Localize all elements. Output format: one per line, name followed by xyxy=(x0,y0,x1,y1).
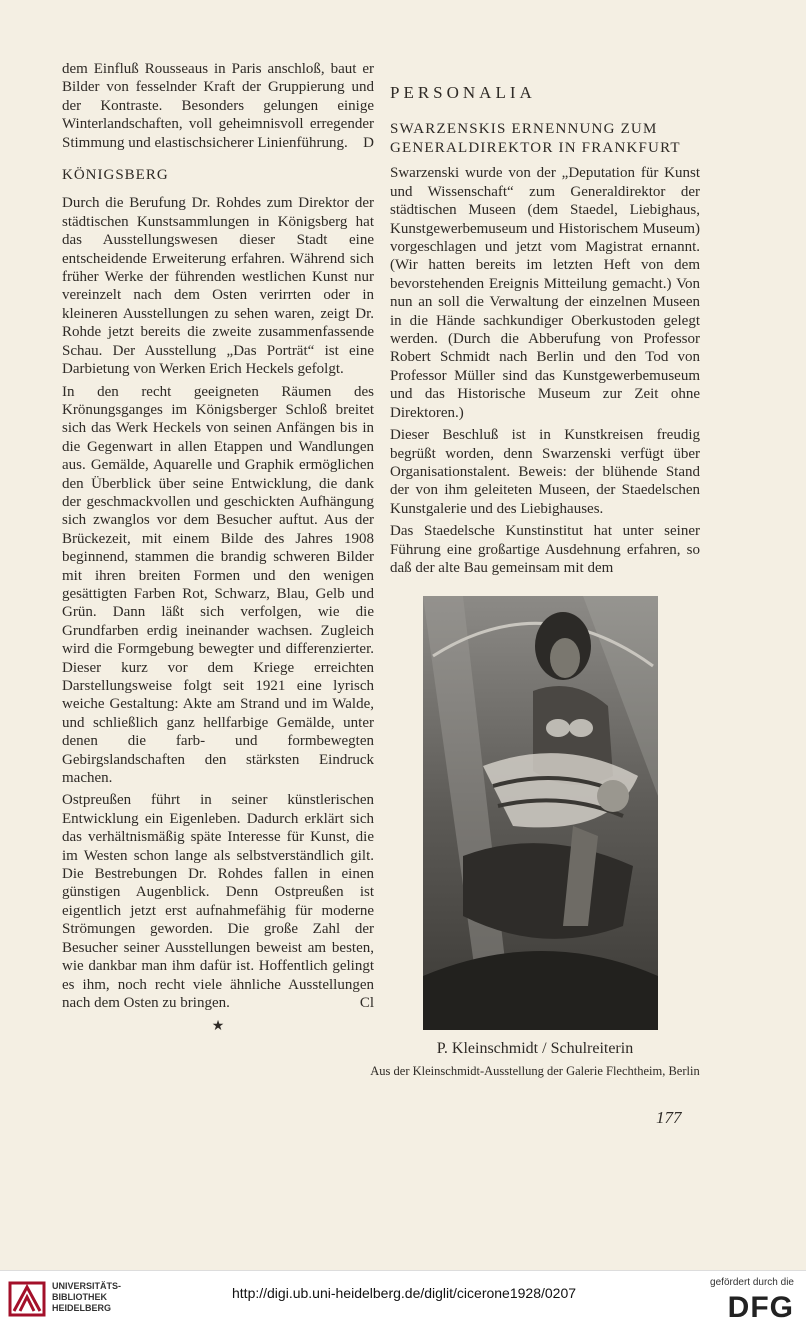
permalink-url[interactable]: http://digi.ub.uni-heidelberg.de/diglit/cicerone1928/0207 xyxy=(232,1285,577,1301)
paragraph: Swarzenski wurde von der „Deputation für Kunst und Wissenschaft“ zum Generaldirektor der städtischen Museen (dem Staedel, Liebighaus, Kunstgewerbemuseum und Historischem Museum) vorgeschlagen und jetzt vom Magistrat ernannt. (Wir hatten bereits im letzten Heft von dem bevorstehenden Ereignis Mitteilung gemacht.) Von nun an soll die Verwaltung der einzelnen Museen in die Hände sachkundiger Oberkustoden gelegt werden. (Durch die Abberufung von Professor Robert Schmidt nach Berlin und den Tod von Professor Müller sind das Kunstgewerbemuseum und das Historische Museum zur Zeit ohne Direktoren.) xyxy=(390,165,700,421)
library-name: UNIVERSITÄTS- BIBLIOTHEK HEIDELBERG xyxy=(52,1281,122,1313)
paragraph: Das Staedelsche Kunstinstitut hat unter seiner Führung eine großartige Ausdehnung erfahren, so daß der alte Bau gemeinsam mit dem xyxy=(390,523,700,576)
painting-image xyxy=(423,596,658,1030)
section-end-mark: ★ xyxy=(211,1019,225,1035)
figure-caption xyxy=(370,1040,700,1079)
author-initial: Cl xyxy=(359,994,374,1011)
paragraph: Durch die Berufung Dr. Rohdes zum Direktor der städtischen Kunstsammlungen in Königsberg hat das Ausstellungswesen dieser Stadt eine entscheidende Erweiterung erfahren. Während sich früher Werke der führenden westlichen Kunst nur vereinzelt nach dem Osten verirrten oder in kleineren Ausstellungen zu sehen waren, zeigt Dr. Rohde jetzt bereits die zweite zusammenfassende Schau. Der Ausstellung „Das Porträt“ ist eine Darbietung von Werken Erich Heckels gefolgt. xyxy=(62,195,374,378)
caption-source: Aus der Kleinschmidt-Ausstellung der Galerie Flechtheim, Berlin xyxy=(370,1064,700,1078)
digitization-footer xyxy=(0,1270,806,1327)
intro-paragraph: dem Einfluß Rousseaus in Paris anschloß, baut er Bilder von fesselnder Kraft der Gruppierung und der Kontraste. Besonders gelungen einige Winterlandschaften, voll geheimnisvoll erregender Stimmung und elastischsicherer Linienführung. D xyxy=(62,61,374,151)
library-logo-icon xyxy=(8,1281,46,1321)
painting-illustration xyxy=(423,596,658,1030)
paragraph: Ostpreußen führt in seiner künstlerischen Entwicklung ein Eigenleben. Dadurch erklärt sich das verhältnismäßig späte Interesse für Kunst, die im Westen schon lange als selbstverständlich gilt. Die Bestrebungen Dr. Rohdes fallen in einen günstigen Augenblick. Denn Ostpreußen ist eigentlich jetzt erst aufnahmefähig für moderne Strömungen geworden. Die große Zahl der Besucher seiner Ausstellungen beweist am besten, wie dankbar man ihm dafür ist. Hoffentlich gelingt es ihm, noch recht viele ähnliche Ausstellungen nach dem Osten zu bringen. Cl xyxy=(62,792,374,1011)
dfg-logo: DFG xyxy=(727,1291,794,1324)
paragraph: Dieser Beschluß ist in Kunstkreisen freudig begrüßt worden, denn Swarzenski verfügt über Organisationstalent. Beweis: der blühende Stand der von ihm geleiteten Museen, der Staedelschen Kunstgalerie und des Liebighauses. xyxy=(390,427,700,517)
paragraph: In den recht geeigneten Räumen des Krönungsganges im Königsberger Schloß breitet sich das Werk Heckels von seinen Anfängen bis in die Gegenwart in allen Etappen und Wandlungen aus. Gemälde, Aquarelle und Graphik ermöglichen den Überblick über seine Entwicklung, die dank der geschmackvollen und geschickten Aufhängung sich zwanglos vor dem Besucher auftut. Aus der Brückezeit, mit einem Bilde des Jahres 1908 beginnend, stammen die brandig schweren Bilder mit ihren breiten Formen und den wenigen gesättigten Farben Rot, Schwarz, Blau, Gelb und Grün. Dann läßt sich verfolgen, wie die Grundfarben erdig ineinander wachsen. Zugleich wird die Formgebung bewegter und differenzierter. Dieser kurz vor dem Kriege erreichten Darstellungsweise folgt seit 1921 eine lyrisch weiche Gestaltung: Akte am Strand und im Walde, und schließlich ganz hellfarbige Gemälde, unter denen die farb- und formbewegten Gebirgslandschaften den stärksten Eindruck machen. xyxy=(62,383,374,787)
article-title: SWARZENSKIS ERNENNUNG ZUM GENERALDIREKTOR IN FRANKFURT xyxy=(390,121,681,157)
author-initial: D xyxy=(363,134,374,151)
left-column xyxy=(62,60,374,1037)
funder-label: gefördert durch die xyxy=(710,1277,794,1288)
rubric-personalia: PERSONALIA xyxy=(390,83,536,102)
caption-title: P. Kleinschmidt / Schulreiterin xyxy=(436,1040,634,1057)
page-number: 177 xyxy=(656,1108,682,1127)
section-heading-koenigsberg: KÖNIGSBERG xyxy=(62,167,169,184)
right-column xyxy=(390,83,700,581)
